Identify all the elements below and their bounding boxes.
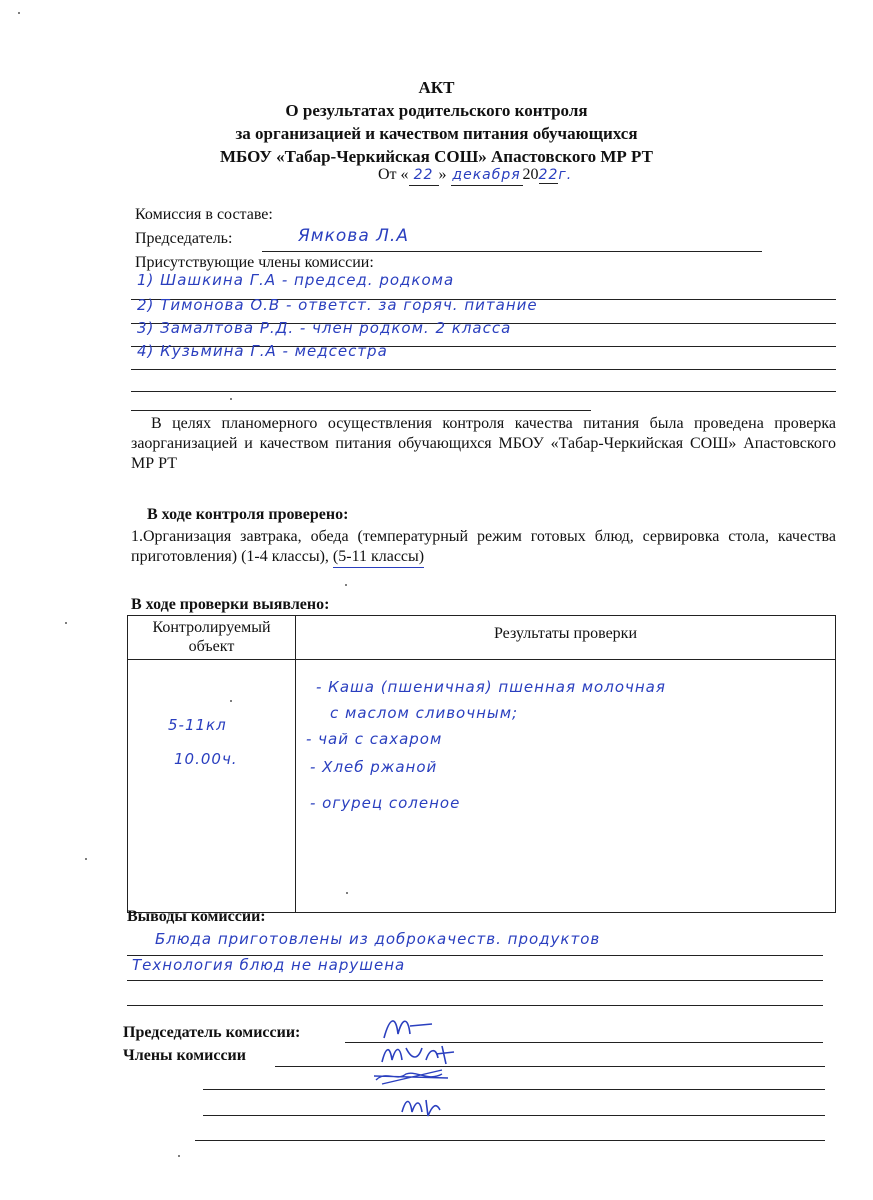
- member-line-5: [131, 391, 836, 392]
- member-signature-mark: [398, 1092, 448, 1120]
- conclusions-heading: Выводы комиссии:: [127, 908, 266, 925]
- conclusion-entry: Блюда приготовлены из доброкачеств. продуктов: [155, 930, 601, 948]
- chair-signature-label: Председатель комиссии:: [123, 1024, 301, 1041]
- result-line: с маслом сливочным;: [330, 704, 519, 722]
- checked-heading: В ходе контроля проверено:: [147, 506, 349, 523]
- member-signature-mark: [378, 1040, 458, 1068]
- scan-speck: [230, 700, 232, 702]
- member-entry: 3) Замалтова Р.Д. - член родком. 2 класса: [137, 319, 512, 337]
- date-year: 22: [538, 167, 559, 183]
- date-line: [378, 165, 572, 186]
- members-label: Присутствующие члены комиссии:: [135, 254, 374, 271]
- member-signature-line: [203, 1089, 825, 1090]
- result-line: - огурец соленое: [310, 794, 461, 812]
- commission-label: Комиссия в составе:: [135, 206, 273, 223]
- object-time: 10.00ч.: [174, 750, 238, 768]
- member-signature-line: [195, 1140, 825, 1141]
- member-signature-line: [275, 1066, 825, 1067]
- date-year-suffix: г.: [558, 167, 573, 183]
- member-line-4: [131, 369, 836, 370]
- date-day: 22: [409, 165, 439, 186]
- chair-signature-mark: [380, 1012, 440, 1042]
- conclusion-entry: Технология блюд не нарушена: [132, 956, 406, 974]
- chair-label: Председатель:: [135, 230, 233, 247]
- col-results-header: [296, 616, 836, 660]
- purpose-paragraph: В целях планомерного осуществления контроля качества питания была проведена проверка заорганизацией и качеством питания обучающихся МБОУ «Табар-Черкийская СОШ» Апастовского МР РТ: [131, 415, 836, 472]
- object-cell: [128, 660, 296, 913]
- result-line: - чай с сахаром: [306, 730, 443, 748]
- document-title: [0, 76, 873, 168]
- result-line: - Хлеб ржаной: [310, 758, 438, 776]
- scan-speck: [345, 584, 347, 586]
- conclusion-line-3: [127, 1005, 823, 1006]
- member-entry: 1) Шашкина Г.А - председ. родкома: [137, 271, 455, 289]
- col-object-header-text: Контролируемый объект: [152, 619, 271, 655]
- members-signature-label: Члены комиссии: [123, 1047, 246, 1064]
- member-signature-mark: [372, 1066, 454, 1088]
- col-object-header: [128, 616, 296, 660]
- date-year-prefix: 20: [522, 166, 539, 183]
- scan-speck: [18, 12, 20, 14]
- checked-item-underlined: (5-11 классы): [333, 548, 424, 568]
- found-heading: В ходе проверки выявлено:: [131, 596, 330, 613]
- act-heading-line2: за организацией и качеством питания обучающихся: [235, 124, 638, 143]
- scan-speck: [230, 398, 232, 400]
- act-heading-line3: МБОУ «Табар-Черкийская СОШ» Апастовского МР РТ: [220, 147, 653, 166]
- date-mid: »: [438, 166, 447, 183]
- object-time: 5-11кл: [168, 716, 227, 734]
- scan-speck: [178, 1155, 180, 1157]
- date-prefix: От «: [378, 166, 409, 183]
- scan-speck: [85, 858, 87, 860]
- scan-speck: [346, 892, 348, 894]
- member-line-6: [131, 410, 591, 411]
- result-line: - Каша (пшеничная) пшенная молочная: [316, 678, 666, 696]
- act-heading-line1: О результатах родительского контроля: [285, 101, 588, 120]
- checked-item: [131, 527, 836, 567]
- checked-item-text: 1.Организация завтрака, обеда (температурный режим готовых блюд, сервировка стола, качества приготовления) (1-4 классы),: [131, 528, 836, 565]
- results-table: [127, 615, 836, 913]
- conclusion-line-2: [127, 980, 823, 981]
- scan-speck: [65, 622, 67, 624]
- date-month: декабря: [451, 165, 523, 186]
- results-cell: [296, 660, 836, 913]
- chair-underline: [262, 251, 762, 252]
- col-results-header-text: Результаты проверки: [493, 625, 637, 642]
- act-heading: АКТ: [418, 78, 455, 97]
- member-entry: 2) Тимонова О.В - ответст. за горяч. питание: [137, 296, 538, 314]
- chair-name: Ямкова Л.А: [298, 226, 409, 246]
- member-entry: 4) Кузьмина Г.А - медсестра: [137, 342, 388, 360]
- member-signature-line: [203, 1115, 825, 1116]
